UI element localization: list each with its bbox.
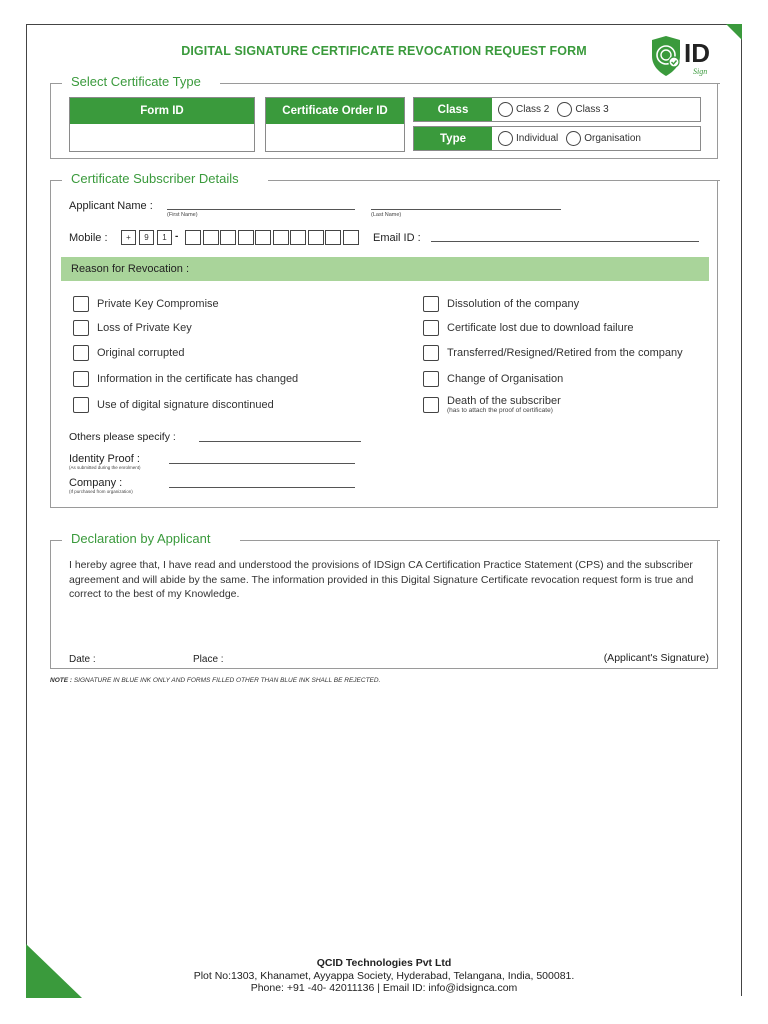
place-label: Place :: [193, 654, 224, 665]
order-id-label: Certificate Order ID: [266, 98, 404, 124]
mobile-prefix-digit: +: [121, 230, 136, 245]
idsign-logo: [648, 34, 718, 78]
reason-label: Use of digital signature discontinued: [97, 399, 274, 411]
class-selector: [413, 97, 701, 122]
mobile-digit-box[interactable]: [290, 230, 306, 245]
identity-proof-field[interactable]: [169, 463, 355, 464]
mobile-label: Mobile :: [69, 232, 108, 244]
declaration-section: [50, 531, 718, 669]
last-name-field[interactable]: [371, 209, 561, 210]
shield-icon: [652, 36, 680, 76]
section-legend: Declaration by Applicant: [65, 531, 216, 546]
radio-button[interactable]: [566, 131, 581, 146]
last-name-hint: (Last Name): [371, 212, 402, 218]
subscriber-details-section: [50, 171, 718, 508]
first-name-field[interactable]: [167, 209, 355, 210]
company-label: Company :: [69, 477, 123, 489]
checkbox-change-organisation[interactable]: [423, 371, 439, 387]
radio-button[interactable]: [498, 102, 513, 117]
mobile-digit-box[interactable]: [343, 230, 359, 245]
section-legend: Select Certificate Type: [65, 74, 207, 89]
checkbox-use-discontinued[interactable]: [73, 397, 89, 413]
order-id-field[interactable]: [265, 97, 405, 152]
class-3-option[interactable]: Class 3: [557, 102, 608, 117]
reason-heading: Reason for Revocation :: [61, 257, 709, 281]
checkbox-information-changed[interactable]: [73, 371, 89, 387]
footer: [0, 957, 768, 995]
checkbox-dissolution[interactable]: [423, 296, 439, 312]
checkbox-transferred[interactable]: [423, 345, 439, 361]
date-label: Date :: [69, 654, 96, 665]
checkbox-loss-of-private-key[interactable]: [73, 320, 89, 336]
footer-address: Plot No:1303, Khanamet, Ayyappa Society, Hyderabad, Telangana, India, 500081.: [193, 969, 575, 982]
form-id-field[interactable]: [69, 97, 255, 152]
corner-decoration: [726, 24, 742, 40]
footer-contact: Phone: +91 -40- 42011136 | Email ID: info@idsignca.com: [250, 982, 518, 994]
others-field[interactable]: [199, 441, 361, 442]
reason-label: Information in the certificate has changed: [97, 373, 299, 385]
certificate-type-section: [50, 74, 718, 159]
class-2-option[interactable]: Class 2: [498, 102, 549, 117]
ink-note: NOTE : SIGNATURE IN BLUE INK ONLY AND FORMS FILLED OTHER THAN BLUE INK SHALL BE REJECTED.: [50, 677, 381, 684]
reason-label: Transferred/Resigned/Retired from the company: [447, 347, 683, 359]
reason-label: Dissolution of the company: [447, 298, 580, 310]
reason-label: Death of the subscriber: [447, 395, 561, 407]
check-icon: [669, 57, 679, 67]
type-selector: [413, 126, 701, 151]
applicant-name-label: Applicant Name :: [69, 200, 153, 212]
checkbox-private-key-compromise[interactable]: [73, 296, 89, 312]
radio-button[interactable]: [498, 131, 513, 146]
mobile-digit-box[interactable]: [308, 230, 324, 245]
radio-button[interactable]: [557, 102, 572, 117]
mobile-digit-box[interactable]: [220, 230, 236, 245]
class-label: Class: [414, 98, 492, 121]
mobile-digit-box[interactable]: [273, 230, 289, 245]
section-legend: Certificate Subscriber Details: [65, 171, 245, 186]
form-title: DIGITAL SIGNATURE CERTIFICATE REVOCATION REQUEST FORM: [181, 44, 587, 58]
mobile-digit-box[interactable]: [185, 230, 201, 245]
reason-label: Original corrupted: [97, 347, 185, 359]
email-label: Email ID :: [373, 232, 421, 244]
company-field[interactable]: [169, 487, 355, 488]
type-label: Type: [414, 127, 492, 150]
footer-company: QCID Technologies Pvt Ltd: [316, 957, 452, 969]
organisation-option[interactable]: Organisation: [566, 131, 641, 146]
reason-label: Private Key Compromise: [97, 298, 219, 310]
reason-label: Loss of Private Key: [97, 322, 192, 334]
reason-label: Certificate lost due to download failure: [447, 322, 634, 334]
logo-subtext: Sign: [693, 67, 708, 76]
checkbox-death-of-subscriber[interactable]: [423, 397, 439, 413]
company-note: (If purchased from organization): [69, 489, 133, 494]
mobile-prefix-digit: 9: [139, 230, 154, 245]
mobile-prefix-digit: 1: [157, 230, 172, 245]
mobile-digit-box[interactable]: [325, 230, 341, 245]
mobile-digit-box[interactable]: [203, 230, 219, 245]
reason-label: Change of Organisation: [447, 373, 564, 385]
form-id-label: Form ID: [70, 98, 254, 124]
declaration-text: I hereby agree that, I have read and understood the provisions of IDSign CA Certification Practice Statement (CPS) and the subscriber agreement and will abide by the same. The information provided in this Digital Signature Certificate revocation request form is true and correct to the best of my Knowledge.: [69, 559, 694, 600]
identity-proof-label: Identity Proof :: [69, 453, 140, 465]
signature-label: (Applicant's Signature): [603, 652, 709, 664]
checkbox-download-failure[interactable]: [423, 320, 439, 336]
page-frame: [26, 24, 742, 996]
individual-option[interactable]: Individual: [498, 131, 558, 146]
logo-text: ID: [684, 38, 710, 68]
identity-note: (As submitted during the enrolment): [69, 465, 141, 470]
mobile-digit-box[interactable]: [238, 230, 254, 245]
death-note: (has to attach the proof of certificate): [447, 407, 553, 414]
mobile-separator: -: [175, 231, 179, 242]
first-name-hint: (First Name): [167, 212, 198, 218]
email-field[interactable]: [431, 241, 699, 242]
checkbox-original-corrupted[interactable]: [73, 345, 89, 361]
mobile-digit-box[interactable]: [255, 230, 271, 245]
others-label: Others please specify :: [69, 431, 176, 443]
